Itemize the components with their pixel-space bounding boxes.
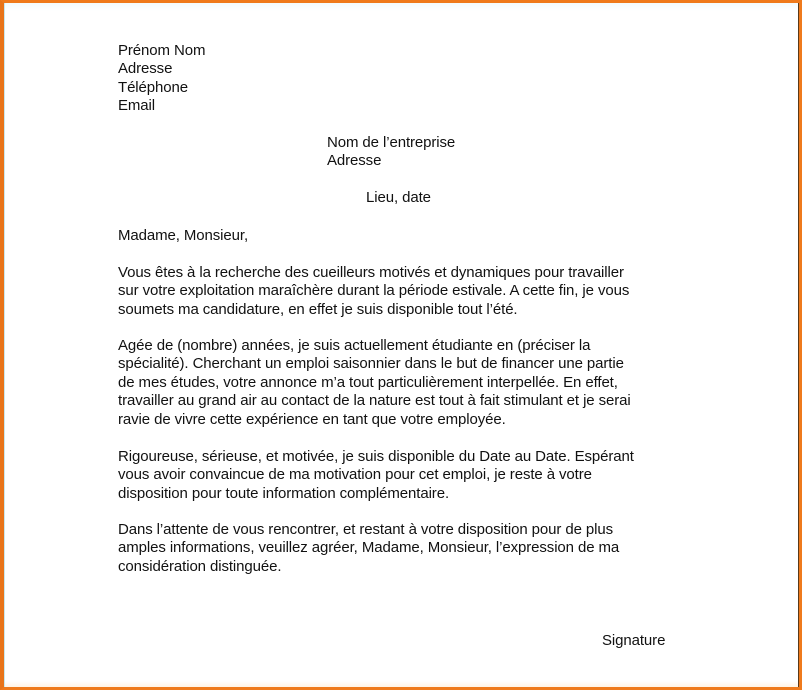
paragraph-line: Vous êtes à la recherche des cueilleurs motivés et dynamiques pour travailler [118,264,624,281]
frame-inner-left [4,3,5,687]
paragraph-line: vous avoir convaincue de ma motivation pour cet emploi, je reste à votre [118,466,592,484]
paragraph-closing [118,521,619,576]
paragraph-availability [118,448,634,503]
paragraph-line: ravie de vivre cette expérience en tant que votre employée. [118,410,506,428]
paragraph-line: travailler au grand air au contact de la nature est tout à fait stimulant et je serai [118,392,631,410]
paragraph-line: sur votre exploitation maraîchère durant la période estivale. A cette fin, je vous [118,282,630,300]
paragraph-line: amples informations, veuillez agréer, Madame, Monsieur, l’expression de ma [118,539,620,557]
paragraph-line: soumets ma candidature, en effet je suis disponible tout l’été. [118,300,518,318]
paragraph-profile [118,337,631,429]
paragraph-line: Agée de (nombre) années, je suis actuellement étudiante en (préciser la [118,337,591,354]
sender-name: Prénom Nom [118,42,206,59]
frame-inner-bottom [4,681,798,687]
signature: Signature [602,632,666,649]
frame-inner-top [4,3,798,11]
sender-block [118,42,205,116]
salutation: Madame, Monsieur, [118,227,249,244]
place-date: Lieu, date [366,189,431,206]
sender-address: Adresse [118,60,173,78]
sender-email: Email [118,97,156,115]
recipient-company: Nom de l’entreprise [327,134,456,151]
paragraph-line: spécialité). Cherchant un emploi saisonnier dans le but de financer une partie [118,355,624,373]
paragraph-line: disposition pour toute information complémentaire. [118,484,450,502]
recipient-address: Adresse [327,152,382,170]
paragraph-intro [118,264,629,319]
paragraph-line: considération distinguée. [118,557,282,575]
paragraph-line: de mes études, votre annonce m’a tout particulièrement interpellée. En effet, [118,373,618,391]
frame-inner-right [798,3,799,687]
sender-phone: Téléphone [118,78,188,96]
paragraph-line: Dans l’attente de vous rencontrer, et restant à votre disposition pour de plus [118,521,613,538]
recipient-block [327,134,455,171]
paragraph-line: Rigoureuse, sérieuse, et motivée, je suis disponible du Date au Date. Espérant [118,448,634,465]
